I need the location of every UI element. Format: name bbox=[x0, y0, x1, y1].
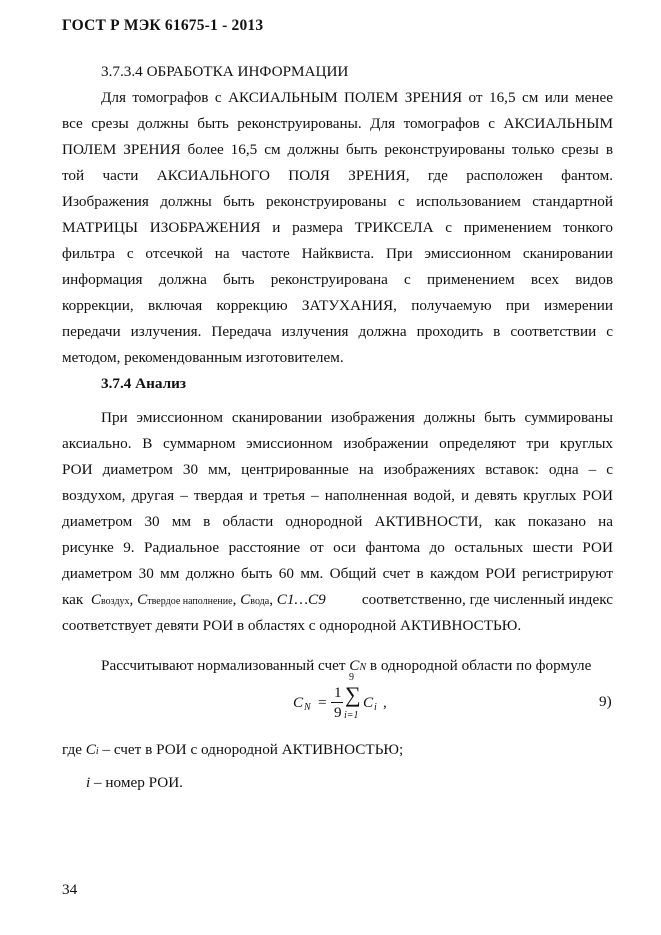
paragraph-line: коррекции, включая коррекцию ЗАТУХАНИЯ, получаемую при измерении bbox=[62, 297, 613, 314]
norm-suffix: в однородной области по формуле bbox=[369, 657, 592, 674]
paragraph-line-symbols: как Cвоздух, Cтвердое наполнение, Cвода, C1…C9 соответственно, где численный индекс bbox=[62, 591, 613, 608]
definition-i bbox=[86, 773, 183, 793]
paragraph-line: МАТРИЦЫ ИЗОБРАЖЕНИЯ и размера ТРИКСЕЛА с применением тонкого bbox=[62, 219, 613, 236]
norm-prefix: Рассчитывают нормализованный счет bbox=[101, 657, 346, 674]
formula-term-sub: i bbox=[374, 702, 377, 713]
subscript-n: N bbox=[359, 662, 367, 673]
paragraph-line: все срезы должны быть реконструированы. Для томографов с АКСИАЛЬНЫМ bbox=[62, 115, 613, 132]
formula-denominator: 9 bbox=[334, 704, 342, 721]
paragraph-line: той части АКСИАЛЬНОГО ПОЛЯ ЗРЕНИЯ, где расположен фантом. bbox=[62, 167, 613, 184]
formula-normalized-count bbox=[293, 672, 403, 722]
definition-ci bbox=[62, 740, 403, 760]
formula-lhs-sub: N bbox=[304, 702, 311, 713]
sum-upper-limit: 9 bbox=[349, 672, 354, 683]
paragraph-line: рисунке 9. Радиальное расстояние от оси фантома до остальных шести РОИ bbox=[62, 539, 613, 556]
symbol-c-range: C1…C9 bbox=[276, 591, 326, 608]
formula-lhs: C bbox=[293, 694, 304, 711]
paragraph-line: диаметром 30 мм в области однородной АКТИВНОСТИ, как показано на bbox=[62, 513, 613, 530]
definition-i-text: – номер РОИ. bbox=[94, 774, 183, 791]
symbol-c-water: C bbox=[240, 591, 251, 608]
formula-trailing-comma: , bbox=[383, 694, 387, 711]
line-suffix: соответственно, где численный индекс bbox=[361, 591, 613, 608]
paragraph-line: соответствует девяти РОИ в областях с однородной АКТИВНОСТЬЮ. bbox=[62, 617, 522, 634]
symbol-cn: C bbox=[349, 657, 360, 674]
symbol-c-air: C bbox=[90, 591, 102, 608]
section-heading: 3.7.4 Анализ bbox=[101, 375, 186, 392]
paragraph-line: передачи излучения. Передача излучения должна проходить в соответствии с bbox=[62, 323, 613, 340]
page-number: 34 bbox=[62, 881, 78, 898]
section-heading: 3.7.3.4 ОБРАБОТКА ИНФОРМАЦИИ bbox=[101, 63, 349, 80]
symbol-c-solid: C bbox=[137, 591, 148, 608]
paragraph-line: При эмиссионном сканировании изображения должны быть суммированы bbox=[101, 409, 613, 426]
paragraph-line: ПОЛЕМ ЗРЕНИЯ более 16,5 см должны быть реконструированы только срезы в bbox=[62, 141, 613, 158]
subscript-water: вода bbox=[250, 596, 270, 607]
subscript-i: i bbox=[95, 746, 99, 757]
paragraph-line: воздухом, другая – твердая и третья – наполненная водой, и девять круглых РОИ bbox=[62, 487, 613, 504]
paragraph-line: диаметром 30 мм должно быть 60 мм. Общий счет в каждом РОИ регистрируют bbox=[62, 565, 613, 582]
paragraph-line: фильтра с отсечкой на частоте Найквиста. При эмиссионном сканировании bbox=[62, 245, 613, 262]
sum-lower-limit: i=1 bbox=[344, 710, 359, 721]
formula-term: C bbox=[363, 694, 374, 711]
paragraph-line: Для томографов с АКСИАЛЬНЫМ ПОЛЕМ ЗРЕНИЯ от 16,5 см или менее bbox=[101, 89, 613, 106]
where-word: где bbox=[62, 741, 82, 758]
subscript-air: воздух bbox=[101, 596, 130, 607]
subscript-solid: твердое наполнение bbox=[147, 596, 233, 607]
symbol-i: i bbox=[86, 774, 91, 791]
paragraph-line: РОИ диаметром 30 мм, центрированные на изображениях вставок: одна – с bbox=[62, 461, 613, 478]
equation-number: 9) bbox=[599, 693, 612, 710]
line-prefix: как bbox=[62, 591, 84, 608]
formula-numerator: 1 bbox=[334, 684, 342, 701]
document-header: ГОСТ Р МЭК 61675-1 - 2013 bbox=[62, 17, 264, 34]
definition-ci-text: – счет в РОИ с однородной АКТИВНОСТЬЮ; bbox=[102, 741, 404, 758]
paragraph-line: информация должна быть реконструирована с применением всех видов bbox=[62, 271, 613, 288]
paragraph-line: Изображения должны быть реконструированы с использованием стандартной bbox=[62, 193, 613, 210]
paragraph-line: аксиально. В суммарном эмиссионном изображении определяют три круглых bbox=[62, 435, 613, 452]
paragraph-line: методом, рекомендованным изготовителем. bbox=[62, 349, 344, 366]
fraction-bar bbox=[331, 702, 343, 703]
formula-equals: = bbox=[318, 694, 327, 711]
sum-symbol: ∑ bbox=[345, 682, 361, 707]
symbol-ci: C bbox=[85, 741, 96, 758]
